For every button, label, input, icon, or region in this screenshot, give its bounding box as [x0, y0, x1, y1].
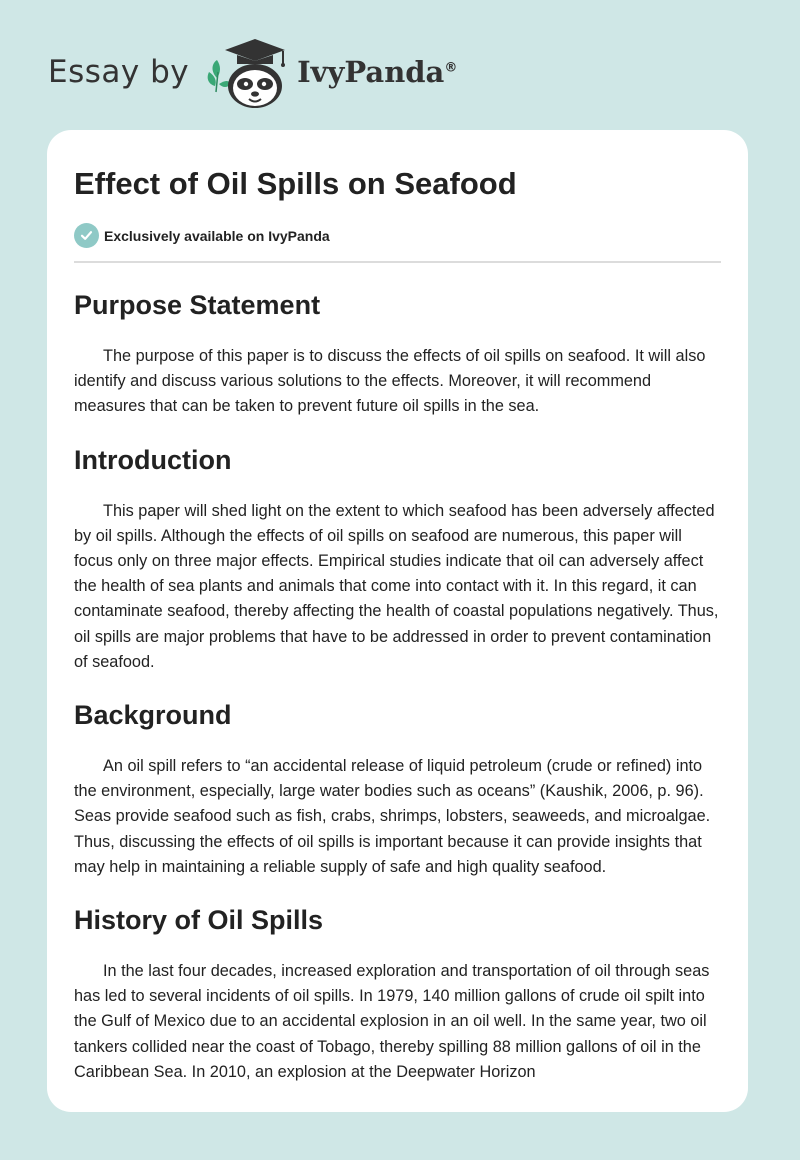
section-paragraph-history: In the last four decades, increased exploration and transportation of oil through seas has led to several incidents of oil spills. In 1979, 140 million gallons of crude oil spilt into the Gulf of Mexico due to an accidental explosion in an oil well. In the same year, two oil tankers collided near the coast of Tobago, thereby spilling 88 million gallons of oil in the Caribbean Sea. In 2010, an explosion at the Deepwater Horizon	[74, 962, 710, 1081]
section-paragraph-introduction: This paper will shed light on the extent to which seafood has been adversely affected by oil spills. Although the effects of oil spills on seafood are numerous, this paper will focus only on three major effects. Empirical studies indicate that oil can adversely affect the health of sea plants and animals that come into contact with it. In this regard, it can contaminate seafood, thereby affecting the health of coastal populations negatively. Thus, oil spills are major problems that have to be addressed in order to prevent contamination of seafood.	[74, 501, 719, 671]
exclusive-label: Exclusively available on IvyPanda	[104, 227, 330, 244]
section-heading-history: History of Oil Spills	[74, 905, 324, 936]
section-heading-background: Background	[74, 700, 232, 731]
brand-header	[48, 34, 457, 110]
panda-logo-icon[interactable]	[203, 34, 295, 110]
section-paragraph-background: An oil spill refers to “an accidental release of liquid petroleum (crude or refined) into the environment, especially, large water bodies such as oceans” (Kaushik, 2006, p. 96). Seas provide seafood such as fish, crabs, shrimps, lobsters, seaweeds, and microalgae. Thus, discussing the effects of oil spills is important because it can provide insights that may help in maintaining a reliable supply of safe and high quality seafood.	[74, 757, 711, 876]
section-heading-purpose: Purpose Statement	[74, 290, 321, 320]
brand-prefix: Essay by	[48, 54, 190, 90]
article-card	[47, 130, 748, 1112]
title-divider	[74, 261, 721, 263]
check-icon	[74, 223, 99, 248]
brand-name: IvyPanda®	[297, 55, 458, 89]
article-title: Effect of Oil Spills on Seafood	[74, 166, 517, 201]
section-heading-introduction: Introduction	[74, 444, 232, 475]
section-paragraph-purpose: The purpose of this paper is to discuss the effects of oil spills on seafood. It will also identify and discuss various solutions to the effects. Moreover, it will recommend measures that can be taken to prevent future oil spills in the sea.	[74, 347, 706, 416]
exclusive-badge	[74, 223, 721, 248]
